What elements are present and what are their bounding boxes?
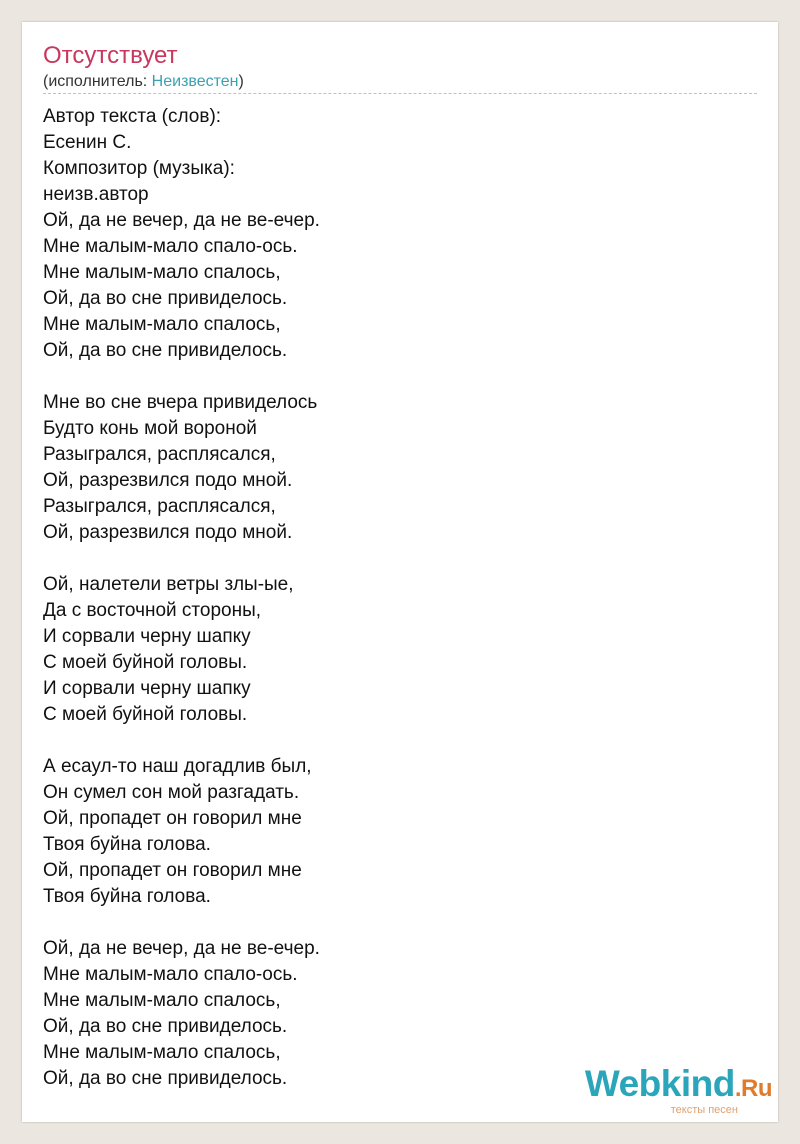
artist-link[interactable]: Неизвестен	[151, 73, 239, 90]
lyrics-line: И сорвали черну шапку	[43, 626, 251, 647]
lyrics-line: Есенин С.	[43, 132, 132, 153]
lyrics-line: Ой, разрезвился подо мной.	[43, 470, 293, 491]
logo-name: Webkind	[584, 1063, 735, 1104]
dashed-divider	[43, 93, 757, 94]
lyrics-line: Ой, разрезвился подо мной.	[43, 522, 293, 543]
artist-line	[43, 72, 244, 92]
lyrics-line: Твоя буйна голова.	[43, 886, 211, 907]
lyrics-line: Ой, да во сне привиделось.	[43, 340, 288, 361]
lyrics-line: Да с восточной стороны,	[43, 600, 262, 621]
lyrics-line: Разыгрался, расплясался,	[43, 444, 276, 465]
lyrics-line: Мне малым-мало спало-ось.	[43, 236, 298, 257]
lyrics-line: Мне во сне вчера привиделось	[43, 392, 318, 413]
lyrics-line: Мне малым-мало спалось,	[43, 314, 281, 335]
lyrics-line: Ой, да во сне привиделось.	[43, 288, 288, 309]
artist-prefix: (исполнитель:	[43, 73, 152, 90]
lyrics-line: неизв.автор	[43, 184, 149, 205]
lyrics-line: Он сумел сон мой разгадать.	[43, 782, 300, 803]
lyrics-line: И сорвали черну шапку	[43, 678, 251, 699]
lyrics-line: Мне малым-мало спалось,	[43, 1042, 281, 1063]
lyrics-line: Автор текста (слов):	[43, 106, 222, 127]
lyrics-line: Ой, да во сне привиделось.	[43, 1016, 288, 1037]
lyrics-line: Ой, пропадет он говорил мне	[43, 808, 302, 829]
song-title: Отсутствует	[43, 42, 178, 69]
lyrics-line: Композитор (музыка):	[43, 158, 235, 179]
lyrics-line: Разыгрался, расплясался,	[43, 496, 276, 517]
lyrics-blank-line	[43, 910, 320, 936]
lyrics-blank-line	[43, 364, 320, 390]
lyrics-line: Мне малым-мало спалось,	[43, 990, 281, 1011]
lyrics-line: Ой, да не вечер, да не ве-ечер.	[43, 210, 320, 231]
lyrics-line: Будто конь мой вороной	[43, 418, 257, 439]
lyrics-blank-line	[43, 728, 320, 754]
lyrics-blank-line	[43, 546, 320, 572]
lyrics-sheet	[22, 22, 778, 1122]
logo-tagline: тексты песен	[670, 1104, 738, 1116]
lyrics-line: Ой, налетели ветры злы-ые,	[43, 574, 294, 595]
lyrics-line: Ой, да не вечер, да не ве-ечер.	[43, 938, 320, 959]
lyrics-line: С моей буйной головы.	[43, 652, 248, 673]
lyrics-line: А есаул-то наш догадлив был,	[43, 756, 312, 777]
lyrics-line: С моей буйной головы.	[43, 704, 248, 725]
lyrics-line: Мне малым-мало спало-ось.	[43, 964, 298, 985]
logo-tld: .Ru	[734, 1075, 772, 1102]
artist-suffix: )	[238, 73, 244, 90]
site-logo[interactable]	[585, 1064, 772, 1116]
lyrics-line: Ой, пропадет он говорил мне	[43, 860, 302, 881]
lyrics-line: Твоя буйна голова.	[43, 834, 211, 855]
lyrics-text	[43, 104, 320, 1092]
logo-wordmark	[585, 1064, 772, 1109]
lyrics-line: Ой, да во сне привиделось.	[43, 1068, 288, 1089]
lyrics-line: Мне малым-мало спалось,	[43, 262, 281, 283]
